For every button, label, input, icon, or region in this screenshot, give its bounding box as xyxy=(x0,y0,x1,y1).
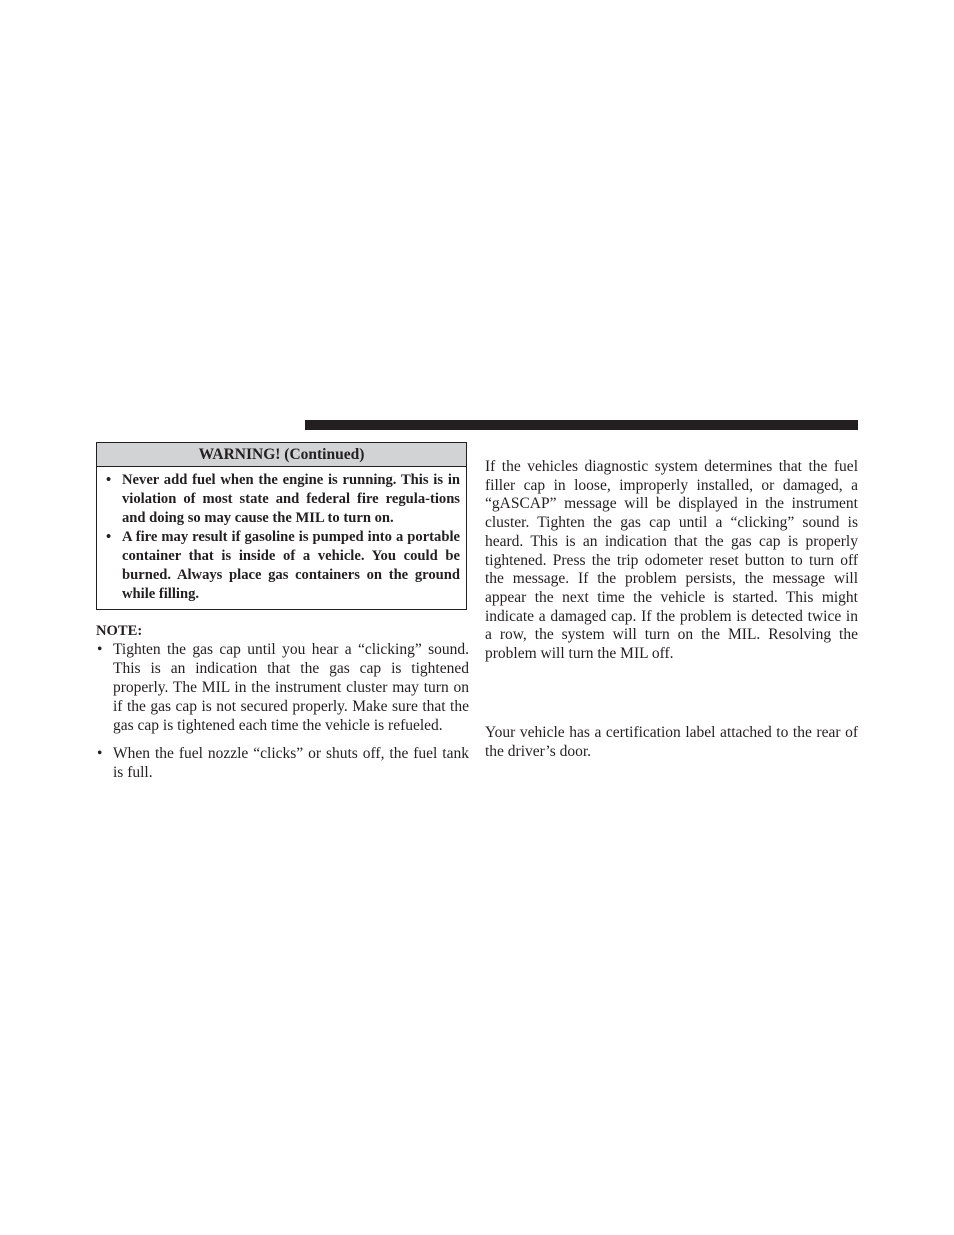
warning-item xyxy=(105,471,460,528)
warning-item-text: A fire may result if gasoline is pumped into a portable container that is inside of a vehicle. You could be burned. Always place gas containers on the ground while filling. xyxy=(122,529,460,602)
note-list xyxy=(96,640,469,782)
warning-box xyxy=(96,442,467,610)
bullet-icon: • xyxy=(97,641,103,658)
warning-title: WARNING! (Continued) xyxy=(97,443,466,467)
warning-item xyxy=(105,528,460,604)
certification-label-paragraph: Your vehicle has a certification label attached to the rear of the driver’s door. xyxy=(485,724,858,760)
bullet-icon: • xyxy=(106,529,112,545)
note-item xyxy=(96,744,469,782)
note-label: NOTE: xyxy=(96,623,143,639)
gascap-paragraph: If the vehicles diagnostic system determines that the fuel filler cap in loose, improperly installed, or damaged, a “gASCAP” message will be displayed in the instrument cluster. Tighten the gas cap until a “clicking” sound is heard. This is an indication that the gas cap is properly tightened. Press the trip odometer reset button to turn off the message. If the problem persists, the message will appear the next time the vehicle is started. This might indicate a damaged cap. If the problem is detected twice in a row, the system will turn on the MIL. Resolving the problem will turn the MIL off. xyxy=(485,458,858,663)
note-item-text: Tighten the gas cap until you hear a “clicking” sound. This is an indication that the gas cap is tightened properly. The MIL in the instrument cluster may turn on if the gas cap is not secured properly. Make sure that the gas cap is tightened each time the vehicle is refueled. xyxy=(113,641,469,734)
warning-list xyxy=(97,467,466,604)
bullet-icon: • xyxy=(106,472,112,488)
section-header-bar xyxy=(305,420,858,430)
bullet-icon: • xyxy=(97,745,103,762)
note-item xyxy=(96,640,469,735)
note-item-text: When the fuel nozzle “clicks” or shuts off, the fuel tank is full. xyxy=(113,745,469,781)
warning-item-text: Never add fuel when the engine is running. This is in violation of most state and federal fire regula-tions and doing so may cause the MIL to turn on. xyxy=(122,472,460,526)
